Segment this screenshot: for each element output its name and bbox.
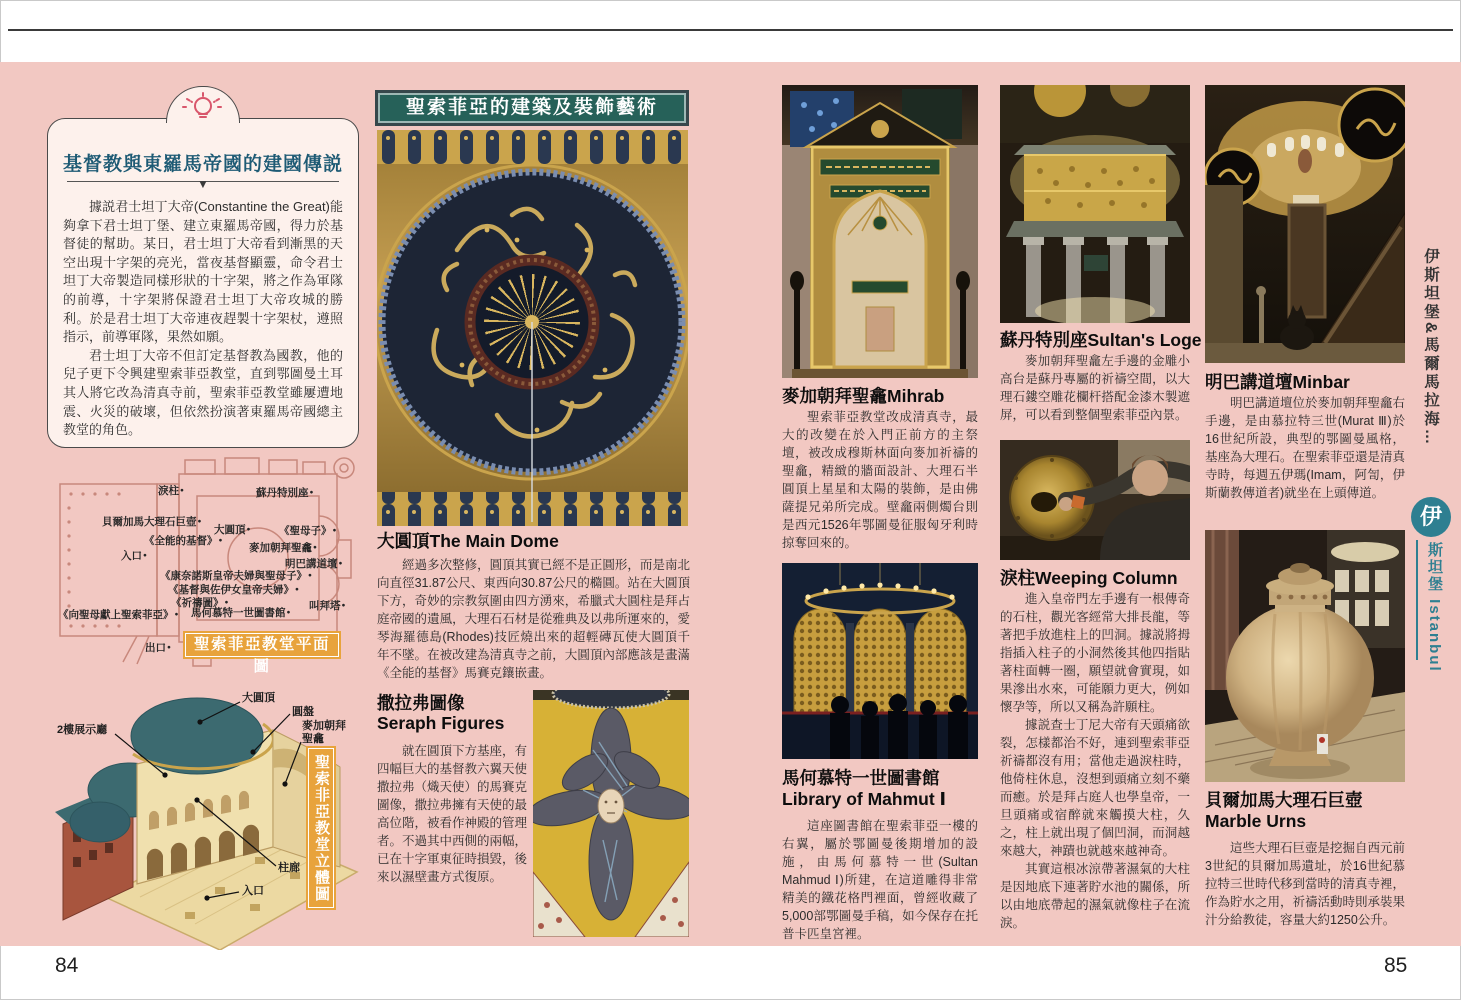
plan-label: 叫拜塔 ● [309, 600, 345, 612]
chandelier-cable [531, 322, 533, 522]
side-tab-line [1416, 540, 1418, 660]
cutaway-badge: 聖索非亞教堂立體圖 [308, 748, 334, 908]
sultans-loge-photo [1000, 85, 1190, 323]
mihrab-heading: 麥加朝拜聖龕Mihrab [782, 386, 945, 406]
seraph-body [377, 742, 527, 886]
plan-label: 《聖母子》 ● [279, 525, 336, 537]
loge-paragraph: 麥加朝拜聖龕左手邊的金雕小高台是蘇丹專屬的祈禱空間，以大理石鏤空雕花欄杆搭配金漆木製遮屏，可以看到整個聖索菲亞內景。 [1000, 354, 1190, 422]
urns-heading-en: Marble Urns [1205, 811, 1307, 831]
plan-label: 出口 ● [145, 642, 171, 654]
section-banner: 聖索菲亞的建築及裝飾藝術 [375, 90, 689, 126]
weeping-body [1000, 590, 1190, 932]
page-number-right: 85 [1384, 954, 1408, 977]
library-body [782, 817, 978, 943]
plan-label: 《向聖母獻上聖索菲亞》 ● [58, 609, 178, 621]
marble-urn-photo [1205, 530, 1405, 782]
loge-heading: 蘇丹特別座Sultan's Loge [1000, 330, 1202, 350]
weeping-paragraph: 其實這根冰涼帶著濕氣的大柱是因地底下連著貯水池的關係，所以由地底帶起的濕氣就像柱子在流淚。 [1000, 862, 1190, 930]
plan-label: 麥加朝拜聖龕 ● [249, 542, 317, 554]
library-paragraph: 這座圖書館在聖索菲亞一樓的右翼，屬於鄂圖曼後期增加的設施，由馬何慕特一世(Sultan Mahmud Ⅰ)所建，在這道雕得非常精美的鐵花格門裡面，曾經收藏了5,000部鄂圖曼手稿，如今保存在托普卡匹皇宮裡。 [782, 819, 978, 941]
minbar-paragraph: 明巴講道壇位於麥加朝拜聖龕右手邊，是由慕拉特三世(Murat Ⅲ)於16世紀所設，典型的鄂圖曼風格，基座為大理石。在聖索菲亞還是清真寺時，每週五伊瑪(Imam，阿訇，伊斯蘭教傳道者)就坐在上頭傳道。 [1205, 396, 1406, 500]
dome-paragraph: 經過多次整修，圓頂其實已經不是正圓形，而是南北向直徑31.87公尺、東西向30.87公尺的橢圓。站在大圓頂下方，奇妙的宗教氛圍由四方湧來，希臘式大圓柱是拜占庭帝國的遺風，大理石石材是從雅典及以弗所運來的，愛琴海羅德島(Rhodes)技匠燒出來的超輕磚瓦使大圓頂千年不墜。在被改建為清真寺之前，大圓頂內部應該是畫滿《全能的基督》馬賽克鑲嵌畫。 [377, 558, 690, 680]
cutaway-label: 2樓展示廳 [57, 724, 108, 736]
library-heading-en: Library of Mahmut Ⅰ [782, 789, 947, 809]
mihrab-body [782, 408, 978, 552]
legend-paragraph: 據説君士坦丁大帝(Constantine the Great)能夠拿下君士坦丁堡、建立東羅馬帝國，得力於基督徒的幫助。某日，君士坦丁大帝看到漸黑的天空出現十字架的亮光，當夜基督顯靈，命令君士坦丁大帝製造同樣形狀的十字架，將之作為軍隊的前導，十字架將保證君士坦丁大帝攻城的勝利。於是君士坦丁大帝連夜趕製十字架杖，遵照指示，前導軍隊，果然如願。 [63, 199, 343, 345]
seraph-paragraph: 就在圓頂下方基座，有四幅巨大的基督教六翼天使撒拉弗（熾天使）的馬賽克圖像，撒拉弗擁有天使的最高位階，被看作神殿的管理者。不過其中西側的兩幅，已在十字軍東征時損毀，後來以濕壁畫方式復原。 [377, 744, 528, 884]
minbar-photo [1205, 85, 1405, 363]
cutaway-label: 大圓頂 [242, 692, 275, 704]
seraph-photo [533, 690, 689, 937]
legend-title: 基督教與東羅馬帝國的建國傳説 [63, 154, 344, 175]
urns-heading-zh: 貝爾加馬大理石巨壺 [1205, 790, 1363, 810]
weeping-paragraph: 據説查士丁尼大帝有天頭痛欲裂，怎樣都治不好，連到聖索菲亞祈禱都沒有用；當他走過淚柱時，他倚柱休息，沒想到頭痛立刻不藥而癒。於是拜占庭人也學皇帝，一旦頭痛或宿醉就來觸摸大柱，久之，柱上就出現了個凹洞，而洞越來越大，神蹟也就越來越神奇。 [1000, 718, 1190, 858]
cutaway-label: 入口 [242, 885, 264, 897]
dome-body [377, 556, 690, 682]
title-divider [67, 177, 339, 194]
floor-plan-badge: 聖索菲亞教堂平面圖 [185, 633, 339, 657]
lightbulb-icon [177, 91, 229, 121]
legend-box [47, 118, 359, 448]
side-tab-region-label: 伊斯坦堡&馬爾馬拉海… [1422, 248, 1439, 448]
library-heading-zh: 馬何慕特一世圖書館 [782, 768, 940, 788]
mihrab-paragraph: 聖索菲亞教堂改成清真寺，最大的改變在於入門正前方的主祭壇，被改成穆斯林面向麥加祈禱的聖龕，精緻的牆面設計、大理石半圓頂上星星和太陽的裝飾，是由佛薩提兄弟所完成。壁龕兩側燭台則是西元1526年鄂圖曼征服匈牙利時掠奪回來的。 [782, 410, 978, 550]
legend-box-notch [166, 86, 240, 123]
cutaway-label: 麥加朝拜聖龕 [302, 720, 346, 745]
cutaway-label: 柱廊 [278, 862, 300, 874]
weeping-paragraph: 進入皇帝門左手邊有一根傳奇的石柱，觀光客經常大排長龍，等著把手放進柱上的凹洞。據説將拇指插入柱子的小洞然後其他四指貼著柱面轉一圈，願望就會實現，如果滲出水來，可能願力更大，例如懷孕等，所以又稱為許願柱。 [1000, 592, 1190, 714]
cutaway-diagram [45, 672, 362, 950]
triangle-down-icon: ▼ [197, 177, 209, 191]
legend-paragraph: 君士坦丁大帝不但訂定基督教為國教，他的兒子更下令興建聖索菲亞教堂，直到鄂圖曼土耳其人將它改為清真寺前，聖索菲亞教堂雖屢遭地震、火災的破壞，但依然扮演著東羅馬帝國總主教堂的角色。 [63, 347, 343, 438]
weeping-column-photo [1000, 440, 1190, 560]
plan-label: 明巴講道壇 ● [285, 558, 342, 570]
loge-body [1000, 352, 1190, 424]
top-rule [8, 29, 1453, 31]
floor-plan-diagram [45, 452, 362, 675]
minbar-body [1205, 394, 1405, 502]
minbar-heading: 明巴講道壇Minbar [1205, 372, 1350, 392]
plan-label: 淚柱 ● [158, 485, 184, 497]
library-photo [782, 563, 978, 759]
weeping-heading: 淚柱Weeping Column [1000, 568, 1178, 588]
plan-label: 《基督與佐伊女皇帝夫婦》 ● [168, 584, 299, 596]
seraph-heading-zh: 撒拉弗圖像 [377, 693, 465, 713]
plan-label: 大圓頂 ● [214, 524, 250, 536]
mihrab-photo [782, 85, 978, 378]
plan-label: 入口 ● [121, 550, 147, 562]
dome-heading: 大圓頂The Main Dome [377, 531, 559, 551]
cutaway-label: 圓盤 [292, 706, 314, 718]
plan-label: 《康奈諾斯皇帝夫婦與聖母子》 ● [160, 570, 312, 582]
side-tab-place-label: 斯坦堡 Istanbul [1426, 542, 1443, 673]
legend-body [63, 198, 343, 440]
page-number-left: 84 [55, 954, 79, 977]
plan-label: 馬何慕特一世圖書館 ● [191, 607, 290, 619]
plan-label: 《祈禱圖》 ● [171, 597, 228, 609]
plan-label: 貝爾加馬大理石巨壺 ● [102, 516, 201, 528]
urns-body [1205, 839, 1405, 929]
urns-paragraph: 這些大理石巨壺是挖掘自西元前3世紀的貝爾加馬遺址，於16世紀慕拉特三世時代移到當時的清真寺裡，作為貯水之用，祈禱活動時則承裝果汁分給教徒，容量大約1250公升。 [1205, 841, 1406, 927]
plan-label: 《全能的基督》 ● [144, 535, 222, 547]
main-dome-photo [377, 130, 688, 526]
side-tab-circle[interactable]: 伊 [1411, 497, 1451, 537]
plan-label: 蘇丹特別座 ● [256, 487, 313, 499]
seraph-heading-en: Seraph Figures [377, 713, 505, 733]
